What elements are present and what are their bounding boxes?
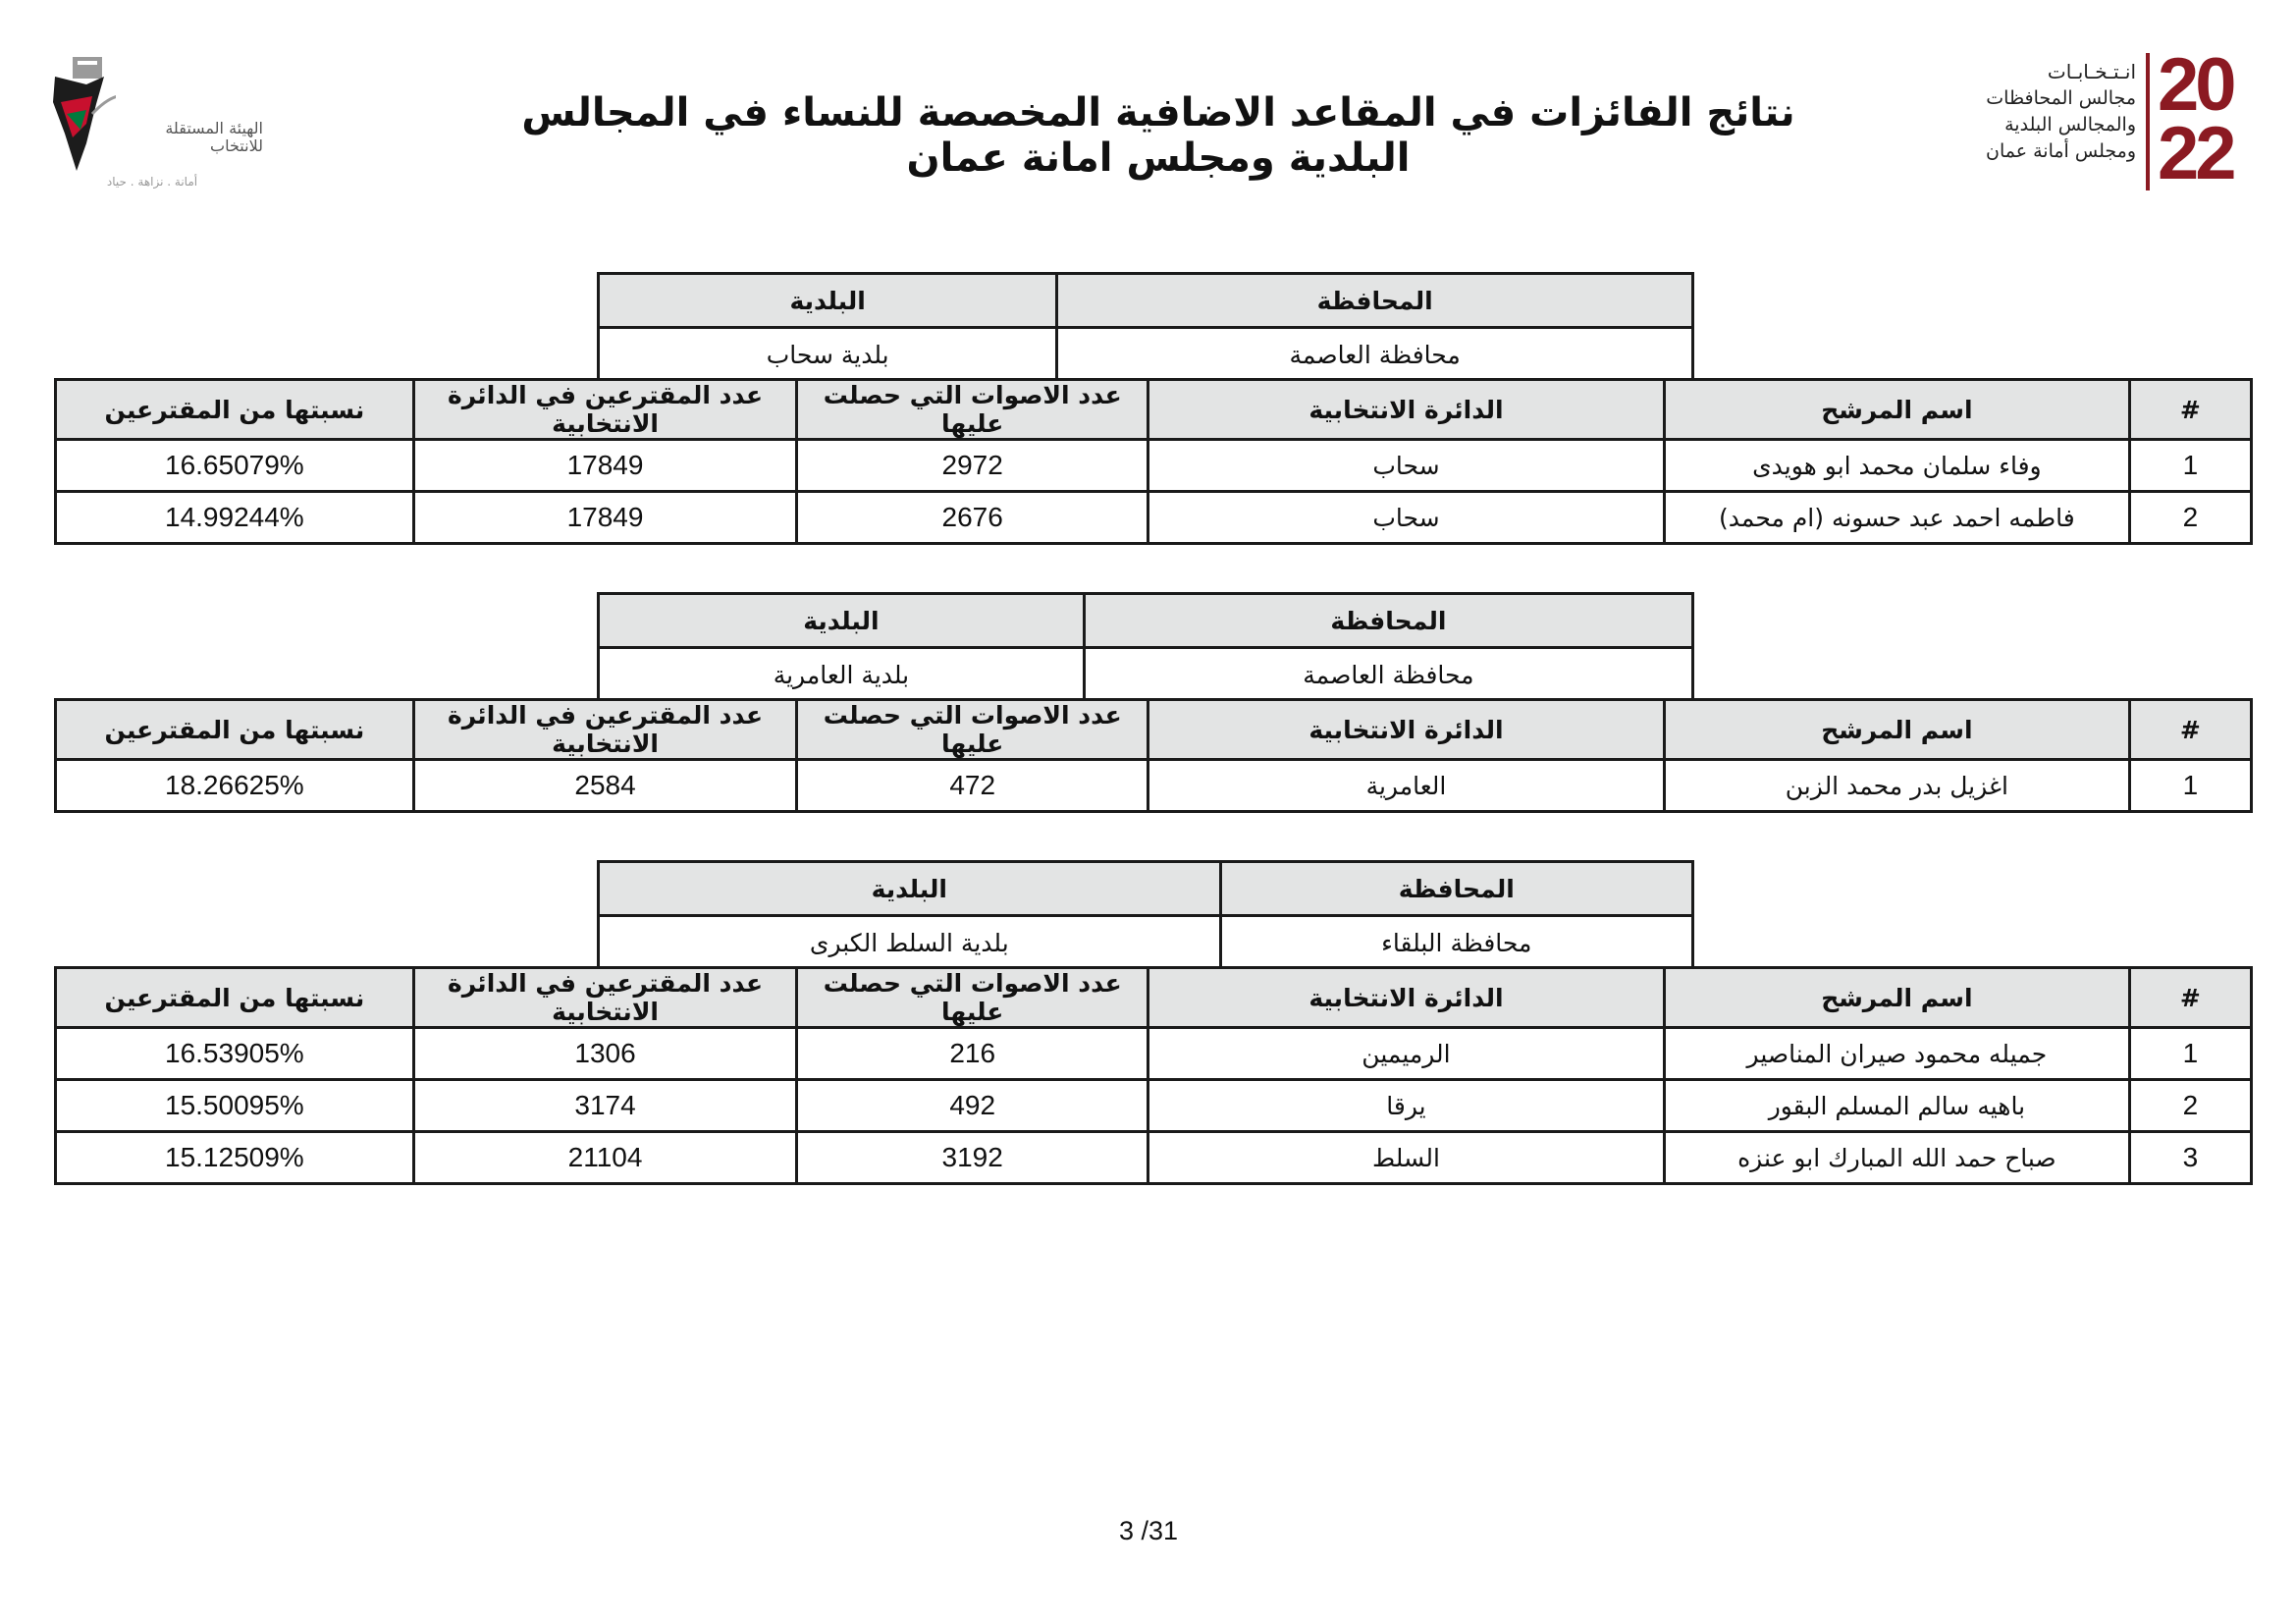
governorate-header: المحافظة: [1084, 594, 1692, 648]
row-index: 1: [2129, 440, 2251, 492]
candidate-name: اغزيل بدر محمد الزبن: [1664, 760, 2129, 812]
municipality-value: بلدية العامرية: [599, 648, 1085, 702]
voters-header: عدد المقترعين في الدائرة الانتخابية: [413, 380, 797, 440]
commission-logo: [47, 55, 263, 192]
logo-line-3: ومجلس أمانة عمان: [1986, 140, 2136, 162]
candidate-header: اسم المرشح: [1664, 380, 2129, 440]
row-index: 1: [2129, 1028, 2251, 1080]
votes-header: عدد الاصوات التي حصلت عليها: [797, 968, 1148, 1028]
results-header-row: [56, 968, 2252, 1028]
district-name: سحاب: [1148, 440, 1665, 492]
logo-year-bottom: 22: [2158, 112, 2233, 195]
district-name: الرميمين: [1148, 1028, 1665, 1080]
row-index: 1: [2129, 760, 2251, 812]
votes-header: عدد الاصوات التي حصلت عليها: [797, 380, 1148, 440]
voters-value: 21104: [413, 1132, 797, 1184]
results-table-2: [54, 698, 2253, 813]
municipality-header: البلدية: [599, 594, 1085, 648]
table-row: [56, 1132, 2252, 1184]
votes-value: 2972: [797, 440, 1148, 492]
results-header-row: [56, 700, 2252, 760]
index-header: #: [2129, 380, 2251, 440]
district-header: الدائرة الانتخابية: [1148, 380, 1665, 440]
results-header-row: [56, 380, 2252, 440]
ratio-value: 16.53905%: [56, 1028, 414, 1080]
votes-value: 2676: [797, 492, 1148, 544]
voters-value: 3174: [413, 1080, 797, 1132]
candidate-name: جميله محمود صيران المناصير: [1664, 1028, 2129, 1080]
org-name-line2: للانتخاب: [210, 136, 263, 155]
ratio-value: 15.50095%: [56, 1080, 414, 1132]
district-name: يرقا: [1148, 1080, 1665, 1132]
results-table-3: [54, 966, 2253, 1185]
governorate-value: محافظة العاصمة: [1084, 648, 1692, 702]
municipality-value: بلدية السلط الكبرى: [599, 916, 1221, 970]
ratio-value: 16.65079%: [56, 440, 414, 492]
municipality-table-3: [597, 860, 1694, 971]
voters-value: 1306: [413, 1028, 797, 1080]
municipality-header: البلدية: [599, 274, 1057, 328]
table-row: [56, 492, 2252, 544]
logo-divider: [2146, 53, 2150, 190]
table-row: [56, 1080, 2252, 1132]
governorate-header: المحافظة: [1057, 274, 1693, 328]
ratio-header: نسبتها من المقترعين: [56, 968, 414, 1028]
logo-year-top: 20: [2158, 43, 2233, 127]
voters-header: عدد المقترعين في الدائرة الانتخابية: [413, 968, 797, 1028]
candidate-name: فاطمه احمد عبد حسونه (ام محمد): [1664, 492, 2129, 544]
ratio-value: 15.12509%: [56, 1132, 414, 1184]
row-index: 2: [2129, 1080, 2251, 1132]
governorate-value: محافظة العاصمة: [1057, 328, 1693, 382]
jordan-map-icon: [47, 55, 116, 173]
municipality-table-1: [597, 272, 1694, 383]
voters-value: 2584: [413, 760, 797, 812]
municipality-table-2: [597, 592, 1694, 703]
ratio-header: نسبتها من المقترعين: [56, 380, 414, 440]
district-header: الدائرة الانتخابية: [1148, 968, 1665, 1028]
candidate-header: اسم المرشح: [1664, 700, 2129, 760]
governorate-value: محافظة البلقاء: [1220, 916, 1692, 970]
votes-value: 3192: [797, 1132, 1148, 1184]
district-name: العامرية: [1148, 760, 1665, 812]
ratio-value: 14.99244%: [56, 492, 414, 544]
logo-line-1: مجالس المحافظات: [1986, 87, 2136, 109]
org-name-line1: الهيئة المستقلة: [165, 119, 263, 137]
ratio-header: نسبتها من المقترعين: [56, 700, 414, 760]
voters-value: 17849: [413, 440, 797, 492]
logo-line-2: والمجالس البلدية: [2004, 114, 2136, 135]
table-row: [56, 1028, 2252, 1080]
row-index: 3: [2129, 1132, 2251, 1184]
table-row: [56, 440, 2252, 492]
page-title: نتائج الفائزات في المقاعد الاضافية المخصصة للنساء في المجالس البلدية ومجلس امانة عمان: [521, 90, 1795, 181]
district-header: الدائرة الانتخابية: [1148, 700, 1665, 760]
results-table-1: [54, 378, 2253, 545]
row-index: 2: [2129, 492, 2251, 544]
governorate-header: المحافظة: [1220, 862, 1692, 916]
district-name: سحاب: [1148, 492, 1665, 544]
table-row: [56, 760, 2252, 812]
municipality-value: بلدية سحاب: [599, 328, 1057, 382]
voters-value: 17849: [413, 492, 797, 544]
index-header: #: [2129, 968, 2251, 1028]
district-name: السلط: [1148, 1132, 1665, 1184]
candidate-name: وفاء سلمان محمد ابو هويدى: [1664, 440, 2129, 492]
org-motto: أمانة . نزاهة . حياد: [106, 175, 198, 189]
page-number: 3 /31: [1118, 1516, 1179, 1545]
candidate-name: باهيه سالم المسلم البقور: [1664, 1080, 2129, 1132]
logo-year: [2158, 43, 2266, 195]
ratio-value: 18.26625%: [56, 760, 414, 812]
candidate-name: صباح حمد الله المبارك ابو عنزه: [1664, 1132, 2129, 1184]
votes-header: عدد الاصوات التي حصلت عليها: [797, 700, 1148, 760]
municipality-header: البلدية: [599, 862, 1221, 916]
logo-word: انـتـخـابـات: [2047, 60, 2136, 83]
index-header: #: [2129, 700, 2251, 760]
elections-2022-logo: [1973, 43, 2268, 198]
candidate-header: اسم المرشح: [1664, 968, 2129, 1028]
votes-value: 492: [797, 1080, 1148, 1132]
voters-header: عدد المقترعين في الدائرة الانتخابية: [413, 700, 797, 760]
votes-value: 216: [797, 1028, 1148, 1080]
votes-value: 472: [797, 760, 1148, 812]
